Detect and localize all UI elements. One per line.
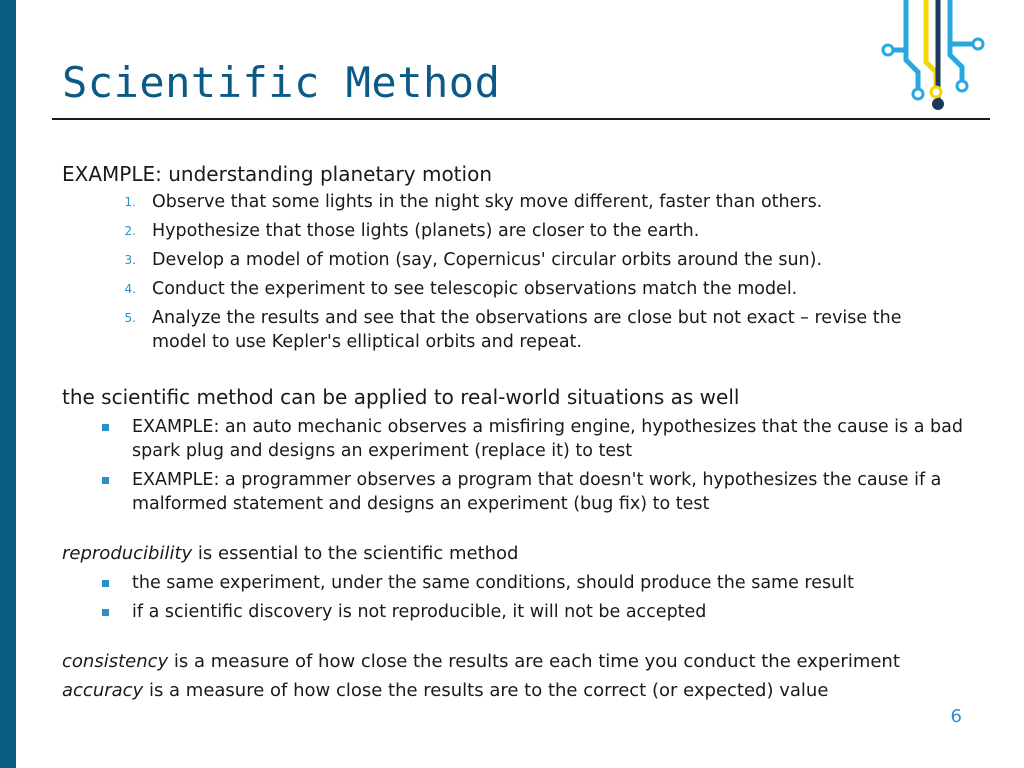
term-reproducibility: reproducibility xyxy=(62,543,193,564)
bullet-text: if a scientific discovery is not reproducible, it will not be accepted xyxy=(132,602,707,622)
step-number: 1. xyxy=(124,195,136,209)
accuracy-text: is a measure of how close the results are to the correct (or expected) value xyxy=(143,680,829,701)
list-item xyxy=(62,248,1004,272)
term-consistency: consistency xyxy=(62,651,169,672)
list-item xyxy=(62,600,1004,624)
step-number: 2. xyxy=(124,224,136,238)
bullet-text: the same experiment, under the same conditions, should produce the same result xyxy=(132,573,854,593)
slide-title: Scientific Method xyxy=(62,58,501,107)
step-text: Observe that some lights in the night sky move different, faster than others. xyxy=(152,192,823,212)
title-divider xyxy=(52,118,990,120)
applied-bullets xyxy=(62,415,1004,516)
applied-heading: the scientific method can be applied to real-world situations as well xyxy=(62,385,740,409)
list-item xyxy=(62,415,1004,463)
example-heading: EXAMPLE: understanding planetary motion xyxy=(62,162,492,186)
slide-body xyxy=(62,160,1004,704)
consistency-text: is a measure of how close the results are each time you conduct the experiment xyxy=(168,651,900,672)
bullet-text: EXAMPLE: an auto mechanic observes a misfiring engine, hypothesizes that the cause is a bad spark plug and designs an experiment (replace it) to test xyxy=(132,417,963,461)
square-bullet-icon xyxy=(62,600,132,624)
step-number: 3. xyxy=(124,253,136,267)
accuracy-definition xyxy=(62,678,1004,704)
step-number: 4. xyxy=(124,282,136,296)
term-accuracy: accuracy xyxy=(62,680,144,701)
step-text: Develop a model of motion (say, Copernicus' circular orbits around the sun). xyxy=(152,250,823,270)
left-accent-bar xyxy=(0,0,16,768)
step-number: 5. xyxy=(124,311,136,325)
step-text: Hypothesize that those lights (planets) are closer to the earth. xyxy=(152,221,700,241)
reproducibility-heading xyxy=(62,541,1004,567)
consistency-definition xyxy=(62,649,1004,675)
list-item xyxy=(62,571,1004,595)
step-text: Conduct the experiment to see telescopic observations match the model. xyxy=(152,279,798,299)
steps-list xyxy=(62,190,1004,354)
list-item xyxy=(62,277,1004,301)
reproducibility-text: is essential to the scientific method xyxy=(192,543,519,564)
list-item xyxy=(62,306,1004,354)
circuit-logo-icon xyxy=(878,0,988,112)
square-bullet-icon xyxy=(62,415,132,463)
bullet-text: EXAMPLE: a programmer observes a program that doesn't work, hypothesizes the cause if a malformed statement and designs an experiment (bug fix) to test xyxy=(132,470,942,514)
reproducibility-bullets xyxy=(62,571,1004,624)
step-text: Analyze the results and see that the observations are close but not exact – revise the model to use Kepler's elliptical orbits and repeat. xyxy=(152,308,902,352)
list-item xyxy=(62,190,1004,214)
list-item xyxy=(62,468,1004,516)
page-number: 6 xyxy=(950,706,962,727)
square-bullet-icon xyxy=(62,468,132,516)
square-bullet-icon xyxy=(62,571,132,595)
list-item xyxy=(62,219,1004,243)
